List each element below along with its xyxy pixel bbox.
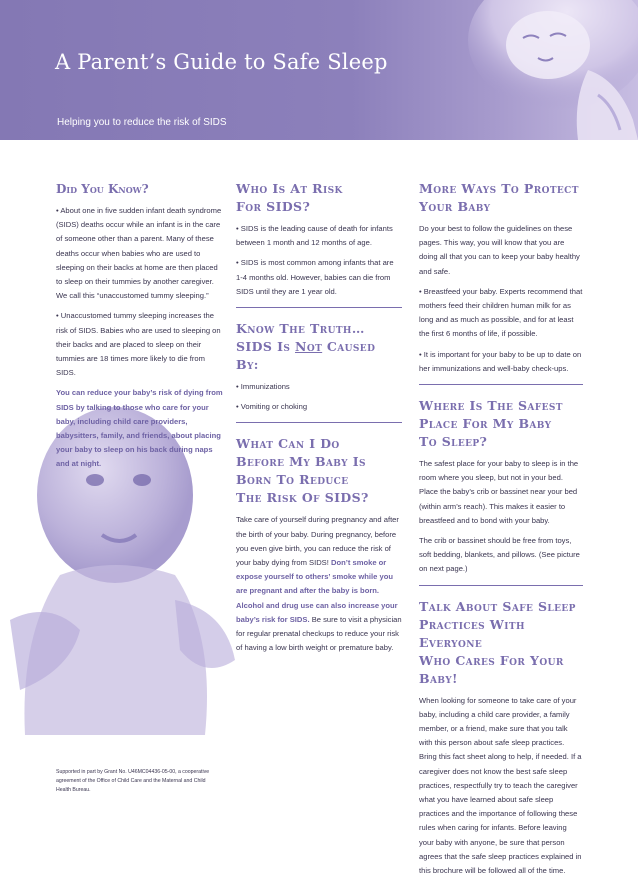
did-you-know-paragraph-1: • About one in five sudden infant death syndrome (SIDS) deaths occur while an infant is in the care of someone other than a parent. Many of these deaths occur when babies who are used to sleeping on their backs at home are then placed to sleep on their tummies by another caregiver. We call this “unaccustomed tummy sleeping.” — [56, 206, 222, 301]
who-is-at-risk-heading-line2: For SIDS? — [236, 199, 311, 214]
safest-place-line1: Where Is The Safest — [419, 398, 563, 414]
column-protect — [419, 180, 583, 884]
what-can-i-do-heading — [236, 435, 402, 507]
more-ways-paragraph-1: Do your best to follow the guidelines on these pages. This way, you will know that you are doing all that you can to keep your baby healthy and safe. — [419, 224, 580, 276]
more-ways-paragraph-3: • It is important for your baby to be up to date on her immunizations and well-baby check-ups. — [419, 349, 582, 373]
more-ways-line1: More Ways To Protect — [419, 181, 579, 196]
section-divider — [419, 384, 583, 385]
column-did-you-know — [56, 180, 224, 478]
talk-about-paragraph-1: When looking for someone to take care of your baby, including a child care provider, a family member, or a friend, make sure that you talk with this person about safe sleep practices. — [419, 695, 577, 748]
truth-heading-part-a: SIDS Is — [236, 339, 295, 355]
truth-item-vomiting: • Vomiting or choking — [236, 402, 308, 412]
truth-heading-not: Not — [295, 339, 323, 355]
safest-place-line2: Place For My Baby — [419, 416, 552, 432]
talk-about-line2: Practices With Everyone — [419, 616, 525, 650]
talk-about-line1: Talk About Safe Sleep — [419, 598, 576, 614]
column-risk — [236, 180, 402, 661]
do-paragraph-closing: Be sure to visit a physician for regular prenatal checkups to reduce your risk of having a low birth weight or premature baby. — [236, 614, 402, 653]
did-you-know-callout: You can reduce your baby’s risk of dying from SIDS by talking to those who care for your baby, including child care providers, babysitters, family, and friends, about placing your baby to sleep on his back during naps and at night. — [56, 388, 223, 469]
funding-footnote: Supported in part by Grant No. U46MC04436-05-00, a cooperative agreement of the Office of Child Care and the Maternal and Child Health Bureau. — [56, 769, 210, 793]
know-the-truth-heading — [236, 320, 402, 374]
who-is-at-risk-heading — [236, 180, 402, 216]
risk-paragraph-1: • SIDS is the leading cause of death for infants between 1 month and 12 months of age. — [236, 224, 393, 248]
safest-place-line3: To Sleep? — [419, 434, 488, 450]
safest-place-paragraph-2: The crib or bassinet should be free from toys, soft bedding, blankets, and pillows. (See picture on next page.) — [419, 536, 580, 574]
know-the-truth-heading-line1: Know The Truth… — [236, 321, 365, 337]
truth-item-immunizations: • Immunizations — [236, 382, 290, 392]
what-can-i-do-line2: Before My Baby Is — [236, 454, 366, 470]
did-you-know-paragraph-2: • Unaccustomed tummy sleeping increases the risk of SIDS. Babies who are used to sleeping on their backs and are placed to sleep on their tummies are 18 times more likely to die from SIDS. — [56, 311, 221, 378]
truth-heading-part-c: Caused By: — [236, 339, 376, 373]
what-can-i-do-line3: Born To Reduce — [236, 472, 349, 488]
header-banner — [0, 0, 638, 140]
sleeping-baby-photo — [438, 0, 638, 140]
who-is-at-risk-heading-line1: Who Is At Risk — [236, 181, 343, 196]
safest-place-heading — [419, 397, 583, 451]
talk-about-heading — [419, 598, 583, 688]
what-can-i-do-line4: The Risk Of SIDS? — [236, 490, 369, 506]
section-divider — [419, 585, 583, 586]
section-divider — [236, 307, 402, 308]
do-paragraph-emphasis: Don’t smoke or expose yourself to others’ smoke while you are pregnant and after the baby is born. Alcohol and drug use can also increase your baby’s risk for SIDS. — [236, 558, 398, 624]
more-ways-paragraph-2: • Breastfeed your baby. Experts recommend that mothers feed their children human milk for as long and as much as possible, and for at least the first 6 months of life, if possible. — [419, 286, 583, 339]
talk-about-paragraph-2: Bring this fact sheet along to help, if needed. If a caregiver does not know the best safe sleep practices, respectfully try to teach the caregiver what you have learned about safe sleep practices and the importance of following these rules when caring for infants. Before leaving your baby with anyone, be sure that person agrees that the safe sleep practices explained in this brochure will be followed all of the time. — [419, 752, 582, 876]
talk-about-line3: Who Cares For Your Baby! — [419, 652, 564, 686]
more-ways-line2: Your Baby — [419, 199, 491, 214]
more-ways-heading — [419, 180, 583, 216]
do-paragraph-intro: Take care of yourself during pregnancy and after the birth of your baby. During pregnancy, before you even give birth, you can reduce the risk of your baby dying from SIDS! — [236, 515, 399, 568]
what-can-i-do-line1: What Can I Do — [236, 436, 340, 452]
safest-place-paragraph-1: The safest place for your baby to sleep is in the room where you sleep, but not in your bed. Place the baby’s crib or bassinet near your bed (within arm’s reach). This makes it easier to breastfeed and to bond with your baby. — [419, 459, 579, 525]
page-title: A Parent’s Guide to Safe Sleep — [55, 50, 388, 74]
page-subtitle: Helping you to reduce the risk of SIDS — [57, 117, 227, 128]
section-divider — [236, 422, 402, 423]
risk-paragraph-2: • SIDS is most common among infants that are 1-4 months old. However, babies can die from SIDS until they are 1 year old. — [236, 258, 394, 296]
did-you-know-heading: Did You Know? — [56, 182, 149, 196]
what-can-i-do-paragraph — [236, 513, 402, 655]
